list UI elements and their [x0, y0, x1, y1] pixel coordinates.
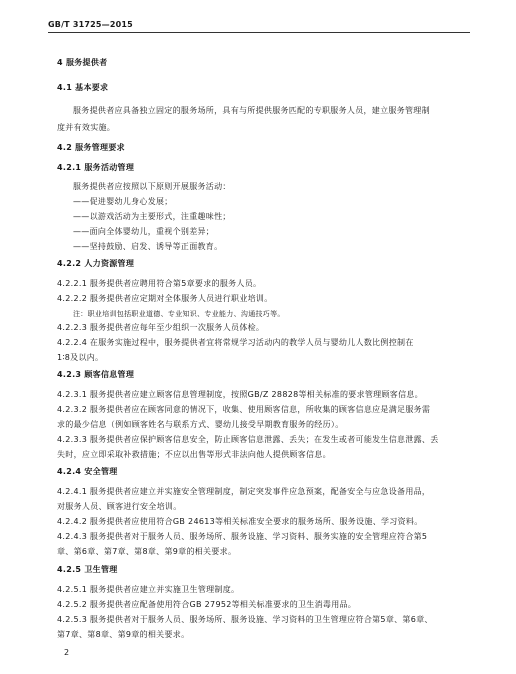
- clause: 4.2.5.3 服务提供者对于服务人员、服务场所、服务设施、学习资料的卫生管理应符合第5章、第6章、: [57, 615, 433, 624]
- section-heading-4-2-1: 4.2.1 服务活动管理: [57, 163, 135, 172]
- section-heading-4-2-3: 4.2.3 顾客信息管理: [57, 370, 135, 379]
- paragraph-line: 服务提供者应按照以下原则开展服务活动：: [73, 182, 231, 191]
- list-item: ——面向全体婴幼儿，重视个别差异；: [73, 227, 215, 236]
- section-heading-4-1: 4.1 基本要求: [57, 83, 109, 92]
- section-heading-4-2-5: 4.2.5 卫生管理: [57, 565, 118, 574]
- document-number: GB/T 31725—2015: [48, 20, 133, 29]
- clause: 4.2.4.1 服务提供者应建立并实施安全管理制度，制定突发事件应急预案，配备安全与应急设备用品，: [57, 487, 431, 496]
- page-number: 2: [64, 648, 70, 657]
- section-heading-4: 4 服务提供者: [57, 58, 108, 67]
- clause: 4.2.2.1 服务提供者应聘用符合第5章要求的服务人员。: [57, 279, 262, 288]
- note: 注：职业培训包括职业道德、专业知识、专业能力、沟通技巧等。: [73, 310, 285, 318]
- clause: 4.2.3.3 服务提供者应保护顾客信息安全，防止顾客信息泄露、丢失；在发生或者可能发生信息泄露、丢: [57, 435, 439, 444]
- list-item: ——以游戏活动为主要形式，注重趣味性；: [73, 212, 231, 221]
- header-rule: [48, 32, 470, 33]
- section-heading-4-2: 4.2 服务管理要求: [57, 143, 125, 152]
- clause: 4.2.5.1 服务提供者应建立并实施卫生管理制度。: [57, 585, 240, 594]
- paragraph-line: 度并有效实施。: [57, 123, 116, 132]
- clause-continuation: 对服务人员、顾客进行安全培训。: [57, 502, 182, 511]
- clause: 4.2.4.3 服务提供者对于服务人员、服务场所、服务设施、学习资料、服务实施的安全管理应符合第5: [57, 532, 428, 541]
- clause: 4.2.3.1 服务提供者应建立顾客信息管理制度，按照GB/Z 28828等相关标准的要求管理顾客信息。: [57, 390, 423, 399]
- clause: 4.2.3.2 服务提供者应在顾客同意的情况下，收集、使用顾客信息，所收集的顾客信息应是满足服务需: [57, 405, 431, 414]
- clause: 4.2.2.3 服务提供者应每年至少组织一次服务人员体检。: [57, 323, 265, 332]
- paragraph-line: 服务提供者应具备独立固定的服务场所，具有与所提供服务匹配的专职服务人员，建立服务管理制: [73, 106, 430, 115]
- clause-continuation: 1∶8及以内。: [57, 353, 104, 362]
- clause: 4.2.2.4 在服务实施过程中，服务提供者宜将常规学习活动内的教学人员与婴幼儿人数比例控制在: [57, 338, 414, 347]
- section-heading-4-2-2: 4.2.2 人力资源管理: [57, 259, 135, 268]
- list-item: ——坚持鼓励、启发、诱导等正面教育。: [73, 242, 223, 251]
- section-heading-4-2-4: 4.2.4 安全管理: [57, 467, 118, 476]
- clause-continuation: 失时，应立即采取补救措施；不应以出售等形式非法向他人提供顾客信息。: [57, 450, 331, 459]
- list-item: ——促进婴幼儿身心发展；: [73, 197, 173, 206]
- clause: 4.2.5.2 服务提供者应配备使用符合GB 27952等相关标准要求的卫生消毒用品。: [57, 600, 357, 609]
- clause-continuation: 章、第6章、第7章、第8章、第9章的相关要求。: [57, 547, 237, 556]
- clause-continuation: 求的最少信息（例如顾客姓名与联系方式、婴幼儿接受早期教育服务的经历）。: [57, 420, 344, 429]
- clause: 4.2.4.2 服务提供者应使用符合GB 24613等相关标准安全要求的服务场所、服务设施、学习资料。: [57, 517, 423, 526]
- clause-continuation: 第7章、第8章、第9章的相关要求。: [57, 630, 190, 639]
- clause: 4.2.2.2 服务提供者应定期对全体服务人员进行职业培训。: [57, 294, 273, 303]
